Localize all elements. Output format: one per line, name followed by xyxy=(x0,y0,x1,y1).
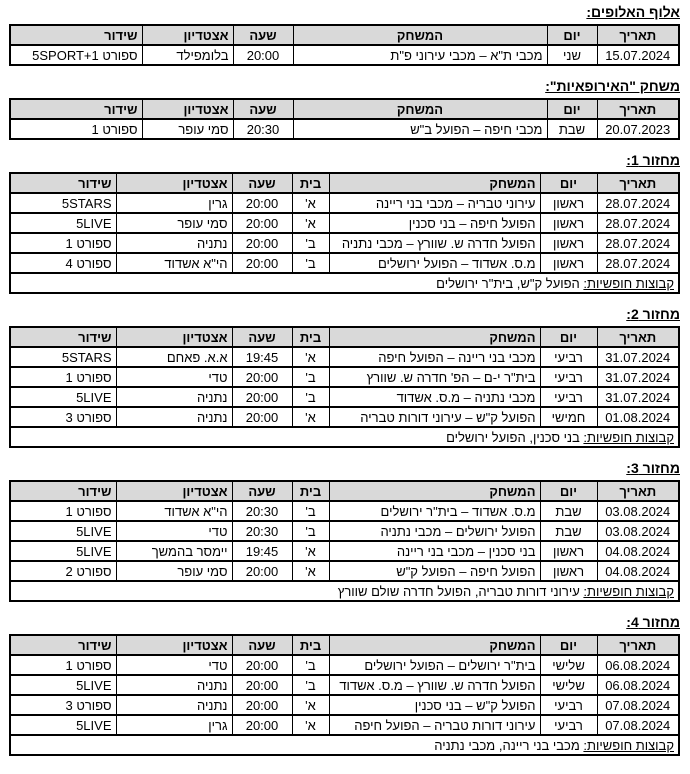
home-cell: א' xyxy=(292,193,329,213)
table-row xyxy=(10,501,679,521)
time-cell: 20:30 xyxy=(232,521,292,541)
date-cell: 04.08.2024 xyxy=(597,541,679,561)
stadium-cell: בלומפילד xyxy=(142,45,233,65)
header-row xyxy=(10,635,679,655)
home-cell: ב' xyxy=(292,233,329,253)
time-cell: 19:45 xyxy=(232,541,292,561)
table-row xyxy=(10,119,679,139)
date-cell: 31.07.2024 xyxy=(597,387,679,407)
header-time: שעה xyxy=(232,481,292,501)
day-cell: שלישי xyxy=(540,655,597,675)
header-home: בית xyxy=(292,635,329,655)
schedule-table xyxy=(9,24,680,66)
match-cell: בית"ר ירושלים – הפועל ירושלים xyxy=(329,655,540,675)
free-teams-label: קבוצות חופשיות: xyxy=(583,583,674,599)
section-title: מחזור 1: xyxy=(626,152,680,168)
stadium-cell: סמי עופר xyxy=(116,561,232,581)
table-row xyxy=(10,521,679,541)
home-cell: א' xyxy=(292,407,329,427)
stadium-cell: הי"א אשדוד xyxy=(116,253,232,273)
time-cell: 20:30 xyxy=(233,119,293,139)
table-row xyxy=(10,407,679,427)
header-time: שעה xyxy=(232,635,292,655)
match-cell: מכבי נתניה – מ.ס. אשדוד xyxy=(329,387,540,407)
date-cell: 28.07.2024 xyxy=(597,253,679,273)
match-cell: הפועל חדרה ש. שוורץ – מכבי נתניה xyxy=(329,233,540,253)
stadium-cell: נתניה xyxy=(116,695,232,715)
table-row xyxy=(10,695,679,715)
date-cell: 31.07.2024 xyxy=(597,347,679,367)
match-cell: הפועל ירושלים – מכבי נתניה xyxy=(329,521,540,541)
schedule-table xyxy=(9,634,680,756)
table-row xyxy=(10,655,679,675)
time-cell: 20:00 xyxy=(232,715,292,735)
header-row xyxy=(10,99,679,119)
date-cell: 28.07.2024 xyxy=(597,233,679,253)
table-row xyxy=(10,193,679,213)
home-cell: א' xyxy=(292,347,329,367)
header-stadium: אצטדיון xyxy=(116,327,232,347)
header-day: יום xyxy=(540,173,597,193)
section-title: משחק "האירופאיות": xyxy=(545,78,680,94)
day-cell: שבת xyxy=(547,119,597,139)
header-date: תאריך xyxy=(597,25,679,45)
header-broadcast: שידור xyxy=(10,481,116,501)
free-teams-row xyxy=(10,735,679,755)
header-date: תאריך xyxy=(597,173,679,193)
day-cell: שלישי xyxy=(540,675,597,695)
section-round-3 xyxy=(11,460,680,602)
day-cell: שבת xyxy=(540,501,597,521)
date-cell: 20.07.2023 xyxy=(597,119,679,139)
stadium-cell: טדי xyxy=(116,521,232,541)
broadcast-cell: 5STARS xyxy=(10,347,116,367)
day-cell: חמישי xyxy=(540,407,597,427)
table-row xyxy=(10,233,679,253)
header-stadium: אצטדיון xyxy=(142,99,233,119)
time-cell: 20:00 xyxy=(232,387,292,407)
header-row xyxy=(10,481,679,501)
section-european-game xyxy=(11,78,680,140)
free-teams-row xyxy=(10,273,679,293)
broadcast-cell: ספורט 5SPORT+1 xyxy=(10,45,142,65)
date-cell: 15.07.2024 xyxy=(597,45,679,65)
time-cell: 20:00 xyxy=(232,675,292,695)
section-title: אלוף האלופים: xyxy=(586,4,680,20)
date-cell: 06.08.2024 xyxy=(597,675,679,695)
stadium-cell: נתניה xyxy=(116,387,232,407)
section-champion-of-champions xyxy=(11,4,680,66)
day-cell: רביעי xyxy=(540,367,597,387)
header-date: תאריך xyxy=(597,99,679,119)
header-row xyxy=(10,327,679,347)
header-day: יום xyxy=(540,635,597,655)
day-cell: רביעי xyxy=(540,695,597,715)
header-broadcast: שידור xyxy=(10,635,116,655)
broadcast-cell: 5LIVE xyxy=(10,213,116,233)
stadium-cell: טדי xyxy=(116,655,232,675)
header-home: בית xyxy=(292,327,329,347)
date-cell: 31.07.2024 xyxy=(597,367,679,387)
header-date: תאריך xyxy=(597,481,679,501)
broadcast-cell: 5LIVE xyxy=(10,675,116,695)
stadium-cell: סמי עופר xyxy=(116,213,232,233)
section-round-1 xyxy=(11,152,680,294)
header-stadium: אצטדיון xyxy=(142,25,233,45)
schedule-table xyxy=(9,98,680,140)
table-row xyxy=(10,213,679,233)
stadium-cell: נתניה xyxy=(116,233,232,253)
free-teams-cell xyxy=(10,735,679,755)
stadium-cell: נתניה xyxy=(116,675,232,695)
day-cell: ראשון xyxy=(540,253,597,273)
header-match: המשחק xyxy=(329,481,540,501)
section-round-2 xyxy=(11,306,680,448)
header-stadium: אצטדיון xyxy=(116,481,232,501)
header-day: יום xyxy=(540,481,597,501)
table-row xyxy=(10,253,679,273)
match-cell: בית"ר י-ם – הפ' חדרה ש. שוורץ xyxy=(329,367,540,387)
date-cell: 03.08.2024 xyxy=(597,501,679,521)
header-broadcast: שידור xyxy=(10,25,142,45)
home-cell: ב' xyxy=(292,367,329,387)
broadcast-cell: ספורט 3 xyxy=(10,695,116,715)
home-cell: א' xyxy=(292,541,329,561)
date-cell: 01.08.2024 xyxy=(597,407,679,427)
match-cell: מכבי בני ריינה – הפועל חיפה xyxy=(329,347,540,367)
match-cell: מכבי חיפה – הפועל ב"ש xyxy=(293,119,547,139)
header-match: המשחק xyxy=(329,173,540,193)
match-cell: מ.ס. אשדוד – הפועל ירושלים xyxy=(329,253,540,273)
time-cell: 20:00 xyxy=(233,45,293,65)
day-cell: ראשון xyxy=(540,193,597,213)
home-cell: א' xyxy=(292,561,329,581)
time-cell: 20:00 xyxy=(232,233,292,253)
home-cell: א' xyxy=(292,213,329,233)
match-cell: מכבי ת"א – מכבי עירוני פ"ת xyxy=(293,45,547,65)
stadium-cell: א.א. פאחם xyxy=(116,347,232,367)
free-teams-cell xyxy=(10,273,679,293)
stadium-cell: סמי עופר xyxy=(142,119,233,139)
free-teams-list: הפועל ק"ש, בית"ר ירושלים xyxy=(436,275,584,291)
broadcast-cell: 5LIVE xyxy=(10,715,116,735)
date-cell: 07.08.2024 xyxy=(597,715,679,735)
broadcast-cell: ספורט 1 xyxy=(10,501,116,521)
header-date: תאריך xyxy=(597,327,679,347)
broadcast-cell: ספורט 1 xyxy=(10,119,142,139)
stadium-cell: הי"א אשדוד xyxy=(116,501,232,521)
header-time: שעה xyxy=(232,173,292,193)
day-cell: שני xyxy=(547,45,597,65)
match-cell: הפועל חיפה – הפועל ק"ש xyxy=(329,561,540,581)
free-teams-cell xyxy=(10,581,679,601)
day-cell: ראשון xyxy=(540,213,597,233)
home-cell: א' xyxy=(292,715,329,735)
header-home: בית xyxy=(292,173,329,193)
day-cell: ראשון xyxy=(540,561,597,581)
free-teams-list: עירוני דורות טבריה, הפועל חדרה שולם שוורץ xyxy=(337,583,584,599)
time-cell: 20:00 xyxy=(232,561,292,581)
section-round-4 xyxy=(11,614,680,756)
header-date: תאריך xyxy=(597,635,679,655)
time-cell: 20:30 xyxy=(232,501,292,521)
time-cell: 20:00 xyxy=(232,213,292,233)
table-row xyxy=(10,367,679,387)
match-cell: עירוני דורות טבריה – הפועל חיפה xyxy=(329,715,540,735)
time-cell: 19:45 xyxy=(232,347,292,367)
table-row xyxy=(10,675,679,695)
match-cell: הפועל חיפה – בני סכנין xyxy=(329,213,540,233)
match-cell: בני סכנין – מכבי בני ריינה xyxy=(329,541,540,561)
header-broadcast: שידור xyxy=(10,327,116,347)
stadium-cell: גרין xyxy=(116,715,232,735)
home-cell: ב' xyxy=(292,387,329,407)
table-row xyxy=(10,347,679,367)
day-cell: רביעי xyxy=(540,715,597,735)
broadcast-cell: 5LIVE xyxy=(10,387,116,407)
section-title: מחזור 4: xyxy=(626,614,680,630)
header-home: בית xyxy=(292,481,329,501)
header-time: שעה xyxy=(233,99,293,119)
time-cell: 20:00 xyxy=(232,367,292,387)
day-cell: ראשון xyxy=(540,233,597,253)
date-cell: 03.08.2024 xyxy=(597,521,679,541)
header-day: יום xyxy=(540,327,597,347)
stadium-cell: יימסר בהמשך xyxy=(116,541,232,561)
broadcast-cell: ספורט 3 xyxy=(10,407,116,427)
table-row xyxy=(10,541,679,561)
home-cell: ב' xyxy=(292,253,329,273)
table-row xyxy=(10,387,679,407)
free-teams-list: בני סכנין, הפועל ירושלים xyxy=(446,429,584,445)
match-cell: הפועל ק"ש – עירוני דורות טבריה xyxy=(329,407,540,427)
match-cell: הפועל ק"ש – בני סכנין xyxy=(329,695,540,715)
broadcast-cell: ספורט 2 xyxy=(10,561,116,581)
home-cell: ב' xyxy=(292,521,329,541)
day-cell: רביעי xyxy=(540,387,597,407)
home-cell: ב' xyxy=(292,655,329,675)
time-cell: 20:00 xyxy=(232,695,292,715)
header-match: המשחק xyxy=(293,25,547,45)
schedule-table xyxy=(9,326,680,448)
broadcast-cell: ספורט 1 xyxy=(10,367,116,387)
time-cell: 20:00 xyxy=(232,193,292,213)
stadium-cell: נתניה xyxy=(116,407,232,427)
header-match: המשחק xyxy=(329,635,540,655)
day-cell: שבת xyxy=(540,521,597,541)
stadium-cell: גרין xyxy=(116,193,232,213)
section-title: מחזור 3: xyxy=(626,460,680,476)
stadium-cell: טדי xyxy=(116,367,232,387)
free-teams-row xyxy=(10,427,679,447)
home-cell: ב' xyxy=(292,501,329,521)
header-row xyxy=(10,25,679,45)
table-row xyxy=(10,561,679,581)
header-broadcast: שידור xyxy=(10,99,142,119)
time-cell: 20:00 xyxy=(232,655,292,675)
header-time: שעה xyxy=(233,25,293,45)
header-day: יום xyxy=(547,25,597,45)
home-cell: ב' xyxy=(292,675,329,695)
day-cell: ראשון xyxy=(540,541,597,561)
match-cell: עירוני טבריה – מכבי בני ריינה xyxy=(329,193,540,213)
header-stadium: אצטדיון xyxy=(116,173,232,193)
header-stadium: אצטדיון xyxy=(116,635,232,655)
broadcast-cell: ספורט 1 xyxy=(10,655,116,675)
free-teams-list: מכבי בני ריינה, מכבי נתניה xyxy=(434,737,584,753)
match-cell: מ.ס. אשדוד – בית"ר ירושלים xyxy=(329,501,540,521)
free-teams-cell xyxy=(10,427,679,447)
header-broadcast: שידור xyxy=(10,173,116,193)
date-cell: 07.08.2024 xyxy=(597,695,679,715)
header-match: המשחק xyxy=(293,99,547,119)
day-cell: רביעי xyxy=(540,347,597,367)
table-row xyxy=(10,45,679,65)
broadcast-cell: 5STARS xyxy=(10,193,116,213)
home-cell: א' xyxy=(292,695,329,715)
broadcast-cell: 5LIVE xyxy=(10,541,116,561)
free-teams-label: קבוצות חופשיות: xyxy=(583,275,674,291)
date-cell: 06.08.2024 xyxy=(597,655,679,675)
broadcast-cell: ספורט 1 xyxy=(10,233,116,253)
free-teams-row xyxy=(10,581,679,601)
header-match: המשחק xyxy=(329,327,540,347)
date-cell: 04.08.2024 xyxy=(597,561,679,581)
date-cell: 28.07.2024 xyxy=(597,213,679,233)
schedule-table xyxy=(9,172,680,294)
header-row xyxy=(10,173,679,193)
broadcast-cell: 5LIVE xyxy=(10,521,116,541)
match-cell: הפועל חדרה ש. שוורץ – מ.ס. אשדוד xyxy=(329,675,540,695)
free-teams-label: קבוצות חופשיות: xyxy=(583,737,674,753)
time-cell: 20:00 xyxy=(232,253,292,273)
section-title: מחזור 2: xyxy=(626,306,680,322)
header-time: שעה xyxy=(232,327,292,347)
table-row xyxy=(10,715,679,735)
broadcast-cell: ספורט 4 xyxy=(10,253,116,273)
schedule-table xyxy=(9,480,680,602)
date-cell: 28.07.2024 xyxy=(597,193,679,213)
time-cell: 20:00 xyxy=(232,407,292,427)
header-day: יום xyxy=(547,99,597,119)
free-teams-label: קבוצות חופשיות: xyxy=(583,429,674,445)
